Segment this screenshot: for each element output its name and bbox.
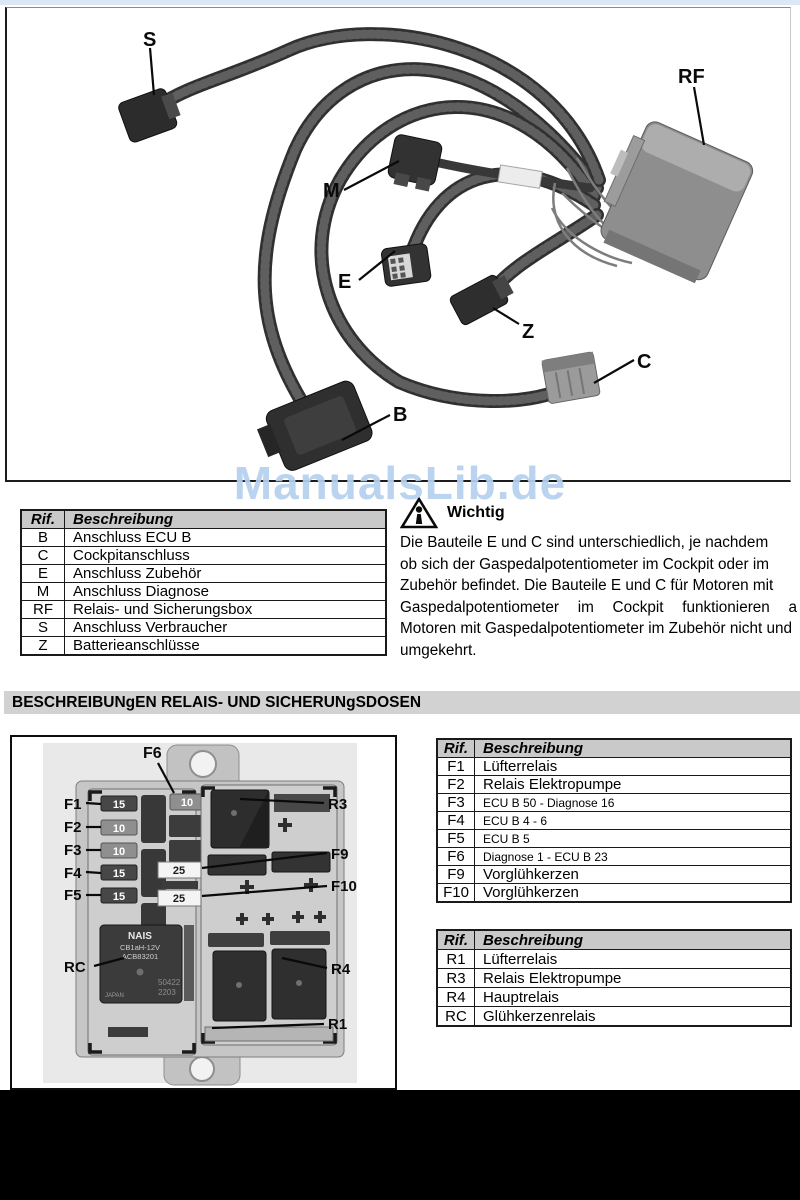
table-header-row — [21, 510, 386, 529]
rf-box-photo — [583, 113, 755, 286]
fusebox-figure — [12, 737, 395, 1088]
warning-line: umgekehrt. — [400, 641, 477, 659]
fuse-value-f6: 10 — [180, 797, 194, 809]
fuse-value-f2: 10 — [112, 823, 126, 835]
table-row: C Cockpitanschluss — [21, 547, 386, 565]
warning-line: Die Bauteile E und C sind unterschiedlich, je nachdem — [400, 534, 769, 551]
harness-figure-frame — [5, 7, 791, 482]
warning-line: Zubehör befindet. Die Bauteile E und C für Motoren mit — [400, 577, 774, 595]
table-row: F6 Diagnose 1 - ECU B 23 — [437, 848, 791, 866]
label-r4: R4 — [331, 961, 351, 978]
label-s: S — [143, 29, 157, 51]
fuse-legend-table — [436, 738, 792, 903]
warning-triangle-icon — [400, 497, 438, 529]
manualslib-watermark: ManualsLib.de — [233, 457, 567, 509]
table-header-row: Rif. Beschreibung — [437, 739, 791, 758]
scan-black-band — [0, 1090, 800, 1200]
fuse-value-f9: 25 — [172, 865, 186, 877]
connector-legend-table — [20, 509, 387, 656]
rc-relay-code1: 50422 — [158, 978, 181, 987]
table-row: F4 ECU B 4 - 6 — [437, 812, 791, 830]
table-row: S Anschluss Verbraucher — [21, 619, 386, 637]
table-row: F5 ECU B 5 — [437, 830, 791, 848]
rc-relay-brand: NAIS — [128, 931, 152, 942]
fuse-value-f4: 15 — [112, 868, 126, 880]
fusebox-right-module — [201, 785, 337, 1045]
harness-figure — [7, 8, 789, 478]
table-row: R1 Lüfterrelais — [437, 950, 791, 969]
header-desc: Beschreibung — [65, 510, 387, 529]
table-row: F9 Vorglühkerzen — [437, 866, 791, 884]
scan-edge-strip — [0, 0, 800, 5]
rc-relay-part: ACB83201 — [121, 952, 159, 961]
table-row: F3 ECU B 50 - Diagnose 16 — [437, 794, 791, 812]
section-header: BESCHREIBUNgEN RELAIS- UND SICHERUNgSDOSEN — [4, 691, 800, 714]
label-z: Z — [522, 321, 535, 343]
table-row: RC Glühkerzenrelais — [437, 1007, 791, 1027]
label-m: M — [323, 180, 340, 202]
table-row: RF Relais- und Sicherungsbox — [21, 601, 386, 619]
label-r1: R1 — [328, 1016, 348, 1033]
warning-line: ob sich der Gaspedalpotentiometer im Cockpit oder im — [400, 555, 770, 573]
label-f4: F4 — [64, 865, 82, 882]
table-row: Z Batterieanschlüsse — [21, 637, 386, 656]
table-row: R4 Hauptrelais — [437, 988, 791, 1007]
table-row: R3 Relais Elektropumpe — [437, 969, 791, 988]
label-f5: F5 — [64, 887, 82, 904]
table-row: F1 Lüfterrelais — [437, 758, 791, 776]
label-b: B — [393, 404, 408, 426]
table-row: F2 Relais Elektropumpe — [437, 776, 791, 794]
label-f3: F3 — [64, 842, 82, 859]
connector-c — [542, 352, 601, 404]
label-f10: F10 — [331, 878, 357, 895]
label-rc: RC — [64, 959, 86, 976]
rc-relay-model: CB1aH-12V — [119, 943, 161, 952]
label-r3: R3 — [328, 796, 348, 813]
fusebox-left-module — [88, 789, 207, 1055]
label-f6: F6 — [143, 745, 162, 762]
table-row: B Anschluss ECU B — [21, 529, 386, 547]
rc-relay-origin: JAPAN — [105, 993, 124, 999]
table-header-row: Rif. Beschreibung — [437, 930, 791, 950]
table-row: F10 Vorglühkerzen — [437, 884, 791, 903]
fuse-value-f1: 15 — [112, 799, 126, 811]
label-f2: F2 — [64, 819, 82, 836]
fuse-value-f3: 10 — [112, 846, 126, 858]
cable-sleeve — [498, 165, 542, 188]
warning-note — [400, 498, 797, 662]
rc-relay-code2: 2203 — [158, 988, 176, 997]
header-ref: Rif. — [21, 510, 65, 529]
fuse-value-f10: 25 — [172, 893, 186, 905]
warning-title: Wichtig — [447, 504, 505, 521]
label-rf: RF — [678, 66, 705, 88]
relay-legend-table — [436, 929, 792, 1027]
warning-line: Motoren mit Gaspedalpotentiometer im Zubehör nicht und — [400, 620, 792, 638]
table-row: M Anschluss Diagnose — [21, 583, 386, 601]
warning-body — [400, 532, 797, 662]
label-e: E — [338, 271, 352, 293]
fuse-value-f5: 15 — [112, 891, 126, 903]
connector-e — [381, 243, 432, 287]
label-f1: F1 — [64, 796, 82, 813]
connector-b — [252, 378, 374, 477]
warning-line: Gaspedalpotentiometer im Cockpit funktionieren a — [400, 598, 797, 616]
label-c: C — [637, 351, 652, 373]
rc-relay — [100, 925, 182, 1003]
fusebox-figure-frame — [10, 735, 397, 1090]
table-row: E Anschluss Zubehör — [21, 565, 386, 583]
label-f9: F9 — [331, 846, 349, 863]
